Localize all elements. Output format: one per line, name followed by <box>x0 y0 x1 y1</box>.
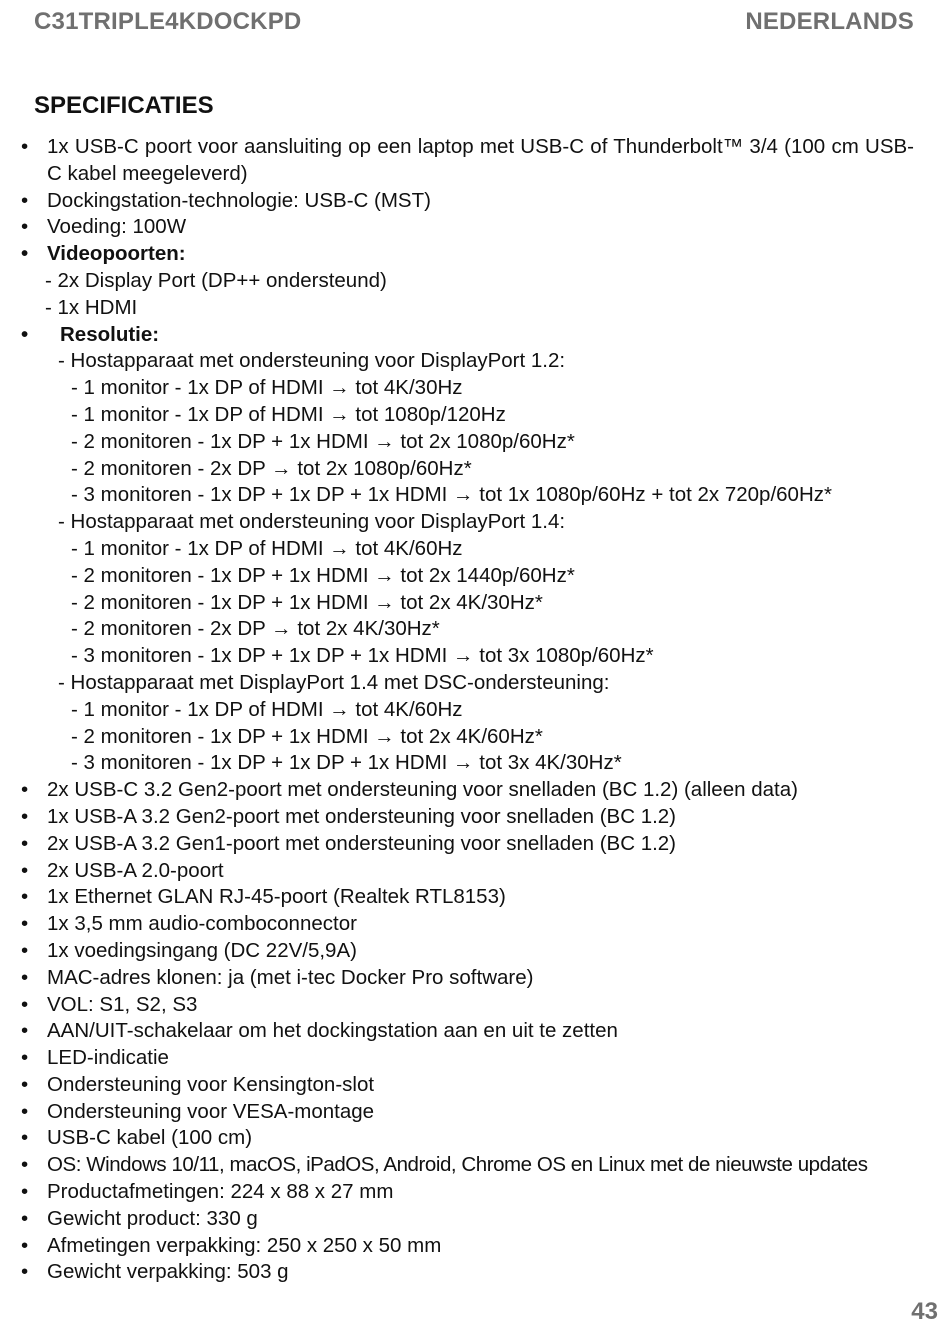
spec-item: • 1x 3,5 mm audio-comboconnector <box>34 911 914 938</box>
spec-item: • Voeding: 100W <box>34 214 914 241</box>
spec-item: • Productafmetingen: 224 x 88 x 27 mm <box>34 1179 914 1206</box>
spec-item: • OS: Windows 10/11, macOS, iPadOS, Android, Chrome OS en Linux met de nieuwste updates <box>34 1152 914 1179</box>
spec-item: • Ondersteuning voor Kensington-slot <box>34 1072 914 1099</box>
spec-resolution-item: - 2 monitoren - 1x DP + 1x HDMI → tot 2x 4K/60Hz* <box>71 724 543 748</box>
spec-resolution-item: - 1 monitor - 1x DP of HDMI → tot 4K/60Hz <box>71 697 463 721</box>
spec-item: • Gewicht product: 330 g <box>34 1206 914 1233</box>
spec-item: • Dockingstation-technologie: USB-C (MST) <box>34 188 914 215</box>
spec-item: • 1x Ethernet GLAN RJ-45-poort (Realtek RTL8153) <box>34 884 914 911</box>
spec-host-group: - Hostapparaat met DisplayPort 1.4 met DSC-ondersteuning: <box>58 670 610 694</box>
spec-resolution-item: - 2 monitoren - 1x DP + 1x HDMI → tot 2x 1080p/60Hz* <box>71 429 575 453</box>
spec-resolution-item: - 3 monitoren - 1x DP + 1x DP + 1x HDMI → tot 3x 1080p/60Hz* <box>71 644 654 668</box>
spec-item: • VOL: S1, S2, S3 <box>34 992 914 1019</box>
spec-subitem: - 1x HDMI <box>45 295 138 319</box>
header-language: NEDERLANDS <box>745 8 914 35</box>
spec-resolution-item: - 1 monitor - 1x DP of HDMI → tot 1080p/120Hz <box>71 402 506 426</box>
spec-item: • USB-C kabel (100 cm) <box>34 1125 914 1152</box>
spec-item: • 2x USB-A 2.0-poort <box>34 858 914 885</box>
spec-item: • AAN/UIT-schakelaar om het dockingstation aan en uit te zetten <box>34 1018 914 1045</box>
spec-heading-resolution: • Resolutie: <box>34 322 914 349</box>
spec-resolution-item: - 1 monitor - 1x DP of HDMI → tot 4K/30Hz <box>71 376 463 400</box>
spec-item: • 1x voedingsingang (DC 22V/5,9A) <box>34 938 914 965</box>
spec-resolution-item: - 2 monitoren - 1x DP + 1x HDMI → tot 2x 4K/30Hz* <box>71 590 543 614</box>
spec-item: • LED-indicatie <box>34 1045 914 1072</box>
header-model: C31TRIPLE4KDOCKPD <box>34 8 302 35</box>
spec-item: • Gewicht verpakking: 503 g <box>34 1259 914 1286</box>
page-number: 43 <box>911 1298 938 1325</box>
spec-resolution-item: - 2 monitoren - 1x DP + 1x HDMI → tot 2x 1440p/60Hz* <box>71 563 575 587</box>
spec-resolution-item: - 2 monitoren - 2x DP → tot 2x 4K/30Hz* <box>71 617 440 641</box>
spec-resolution-item: - 2 monitoren - 2x DP → tot 2x 1080p/60Hz* <box>71 456 472 480</box>
spec-subitem: - 2x Display Port (DP++ ondersteund) <box>45 268 387 292</box>
spec-list <box>34 134 914 1286</box>
spec-item: • 2x USB-A 3.2 Gen1-poort met ondersteuning voor snelladen (BC 1.2) <box>34 831 914 858</box>
spec-item: • 1x USB-C poort voor aansluiting op een laptop met USB-C of Thunderbolt™ 3/4 (100 cm USB-C kabel meegeleverd) <box>34 134 914 188</box>
spec-item: • 1x USB-A 3.2 Gen2-poort met ondersteuning voor snelladen (BC 1.2) <box>34 804 914 831</box>
spec-resolution-item: - 3 monitoren - 1x DP + 1x DP + 1x HDMI → tot 1x 1080p/60Hz + tot 2x 720p/60Hz* <box>71 483 832 507</box>
spec-item: • Afmetingen verpakking: 250 x 250 x 50 mm <box>34 1233 914 1260</box>
spec-host-group: - Hostapparaat met ondersteuning voor DisplayPort 1.4: <box>58 510 566 534</box>
spec-item: • Ondersteuning voor VESA-montage <box>34 1099 914 1126</box>
spec-heading-video-ports: • Videopoorten: <box>34 241 914 268</box>
spec-host-group: - Hostapparaat met ondersteuning voor DisplayPort 1.2: <box>58 349 566 373</box>
spec-item: • MAC-adres klonen: ja (met i-tec Docker Pro software) <box>34 965 914 992</box>
spec-resolution-item: - 1 monitor - 1x DP of HDMI → tot 4K/60Hz <box>71 536 463 560</box>
section-title: SPECIFICATIES <box>34 92 214 119</box>
spec-resolution-item: - 3 monitoren - 1x DP + 1x DP + 1x HDMI → tot 3x 4K/30Hz* <box>71 751 622 775</box>
spec-item: • 2x USB-C 3.2 Gen2-poort met ondersteuning voor snelladen (BC 1.2) (alleen data) <box>34 777 914 804</box>
